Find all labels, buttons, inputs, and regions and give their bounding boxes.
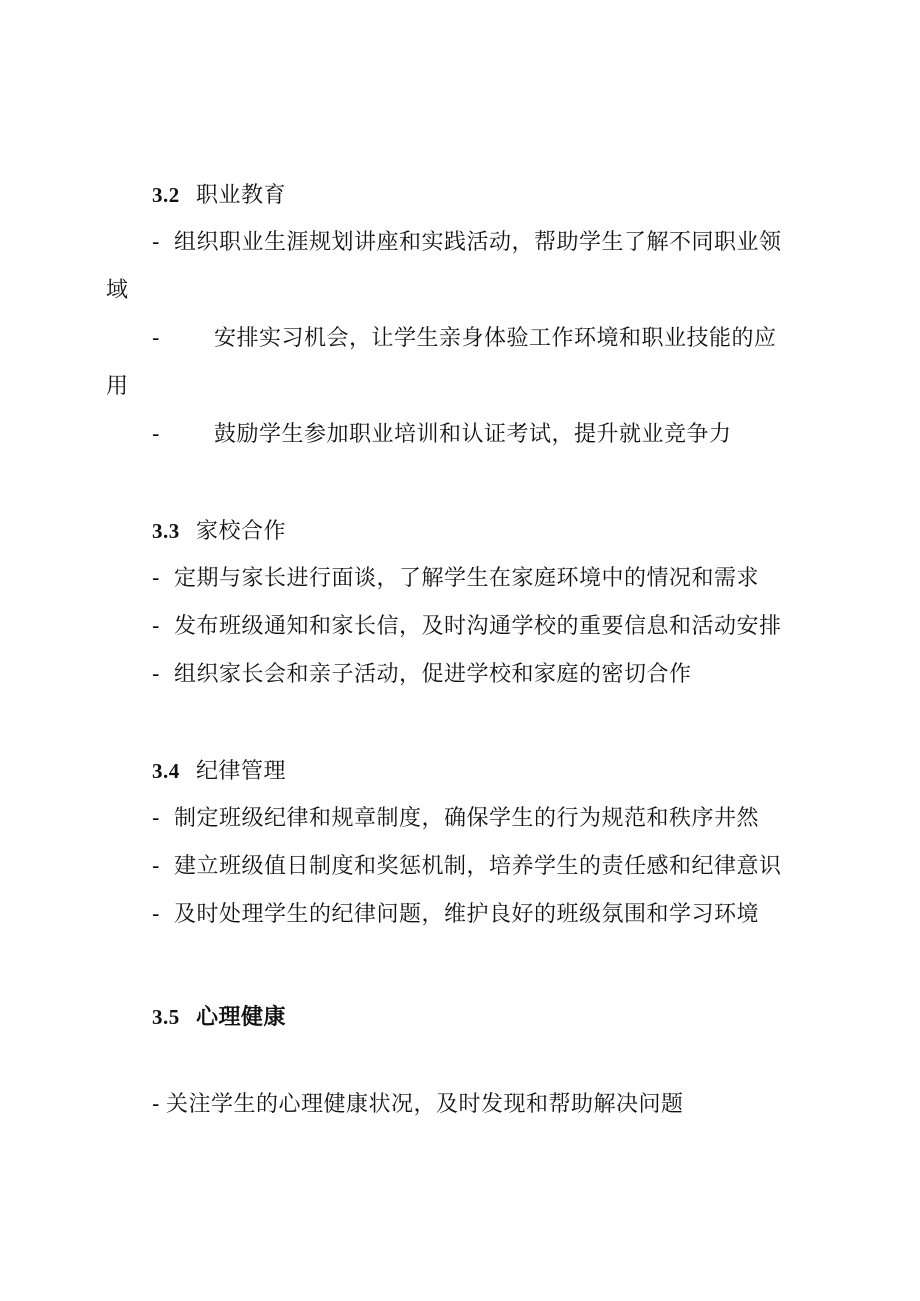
list-item [152, 420, 732, 450]
list-item-text: 制定班级纪律和规章制度，确保学生的行为规范和秩序井然 [174, 806, 760, 831]
section-heading-3-5 [152, 1002, 286, 1033]
list-item-text: 鼓励学生参加职业培训和认证考试，提升就业竞争力 [214, 422, 732, 447]
list-item-text: 及时处理学生的纪律问题，维护良好的班级氛围和学习环境 [174, 902, 760, 927]
section-number: 3.5 [152, 1005, 180, 1029]
list-dash: - [152, 662, 160, 687]
list-item-text: 组织家长会和亲子活动，促进学校和家庭的密切合作 [174, 662, 692, 687]
section-title: 心理健康 [196, 1004, 287, 1030]
section-heading-3-4 [152, 756, 286, 787]
list-item [152, 900, 759, 930]
list-dash: - [152, 614, 160, 639]
list-item-continuation: 用 [106, 374, 129, 399]
list-item-text: 安排实习机会，让学生亲身体验工作环境和职业技能的应 [214, 326, 777, 351]
list-dash: - [152, 1092, 160, 1117]
section-number: 3.2 [152, 183, 180, 207]
list-item-continuation: 域 [106, 278, 129, 303]
list-item [152, 1090, 684, 1120]
list-item-text: 定期与家长进行面谈，了解学生在家庭环境中的情况和需求 [174, 566, 760, 591]
list-item [152, 612, 782, 642]
section-title: 职业教育 [196, 183, 287, 208]
list-dash: - [152, 806, 160, 831]
list-item-text: 关注学生的心理健康状况，及时发现和帮助解决问题 [166, 1092, 684, 1117]
list-item [152, 852, 782, 882]
list-dash: - [152, 326, 160, 351]
section-heading-3-3 [152, 516, 286, 547]
list-item [152, 804, 759, 834]
section-heading-3-2 [152, 180, 286, 211]
list-item-text: 组织职业生涯规划讲座和实践活动，帮助学生了解不同职业领 [174, 230, 782, 255]
section-number: 3.4 [152, 759, 180, 783]
list-dash: - [152, 566, 160, 591]
list-dash: - [152, 902, 160, 927]
list-item [152, 660, 692, 690]
list-dash: - [152, 230, 160, 255]
list-dash: - [152, 422, 160, 447]
list-item-text: 建立班级值日制度和奖惩机制，培养学生的责任感和纪律意识 [174, 854, 782, 879]
section-number: 3.3 [152, 519, 180, 543]
section-title: 家校合作 [196, 519, 287, 544]
list-item [152, 324, 777, 354]
list-item [152, 228, 782, 258]
list-item-text: 发布班级通知和家长信，及时沟通学校的重要信息和活动安排 [174, 614, 782, 639]
list-dash: - [152, 854, 160, 879]
list-item [152, 564, 759, 594]
section-title: 纪律管理 [196, 759, 287, 784]
